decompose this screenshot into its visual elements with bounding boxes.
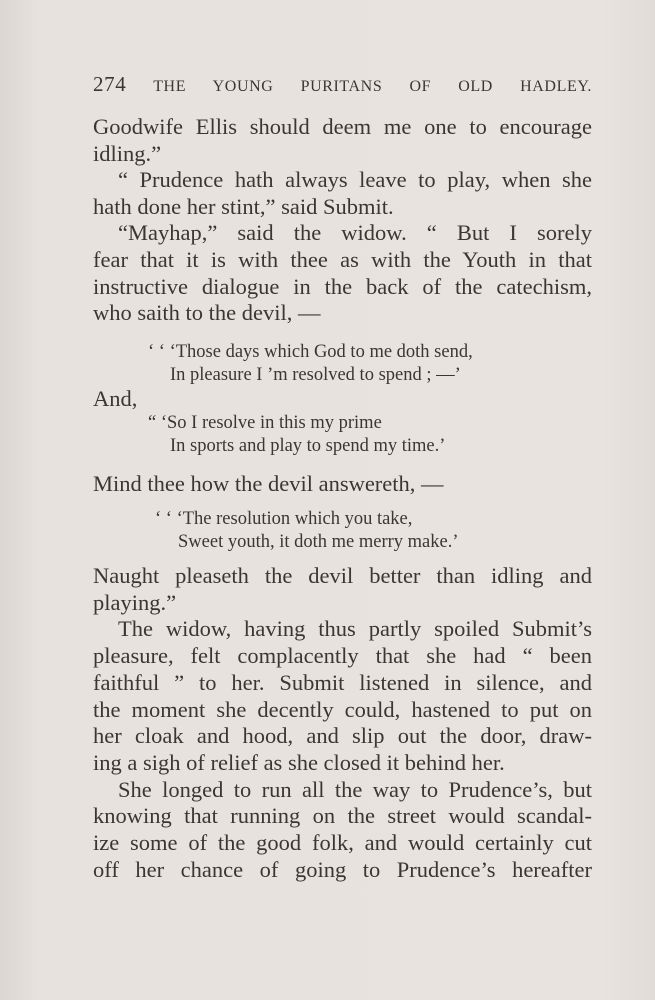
text-line: the moment she decently could, hastened to put on bbox=[93, 696, 592, 722]
text-line: playing.” bbox=[93, 589, 177, 615]
text-line: knowing that running on the street would scandal- bbox=[93, 803, 592, 829]
text-line: off her chance of going to Prudence’s hereafter bbox=[93, 856, 592, 882]
text-line: Naught pleaseth the devil better than idling and bbox=[93, 563, 592, 588]
text-line: idling.” bbox=[93, 140, 162, 166]
text-line: “Mayhap,” said the widow. “ But I sorely bbox=[118, 220, 592, 246]
text-line: ize some of the good folk, and would certainly cut bbox=[93, 830, 592, 855]
poem-line: Sweet youth, it doth me merry make.’ bbox=[178, 532, 459, 552]
running-header bbox=[93, 72, 592, 97]
text-line: who saith to the devil, — bbox=[93, 300, 321, 326]
poem-line: In pleasure I ’m resolved to spend ; —’ bbox=[170, 365, 461, 385]
text-line: fear that it is with thee as with the Youth in that bbox=[93, 247, 592, 272]
text-line: instructive dialogue in the back of the catechism, bbox=[93, 273, 592, 299]
poem-line: ‘ ‘ ‘The resolution which you take, bbox=[155, 509, 413, 529]
text-line: Goodwife Ellis should deem me one to encourage bbox=[93, 114, 592, 139]
running-title: THE YOUNG PURITANS OF OLD HADLEY. bbox=[153, 78, 593, 95]
page-number: 274 bbox=[93, 72, 127, 96]
text-line: The widow, having thus partly spoiled Submit’s bbox=[118, 616, 592, 642]
text-line: ing a sigh of relief as she closed it behind her. bbox=[93, 749, 505, 775]
text-line: Mind thee how the devil answereth, — bbox=[93, 471, 444, 496]
text-line: And, bbox=[93, 386, 138, 411]
text-line: her cloak and hood, and slip out the door, draw- bbox=[93, 723, 592, 749]
text-line: hath done her stint,” said Submit. bbox=[93, 193, 394, 219]
poem-line: “ ‘So I resolve in this my prime bbox=[148, 413, 382, 433]
text-line: faithful ” to her. Submit listened in silence, and bbox=[93, 669, 592, 695]
text-line: She longed to run all the way to Prudence’s, but bbox=[118, 776, 592, 802]
text-line: “ Prudence hath always leave to play, when she bbox=[118, 167, 592, 193]
poem-line: ‘ ‘ ‘Those days which God to me doth send, bbox=[148, 342, 473, 362]
poem-line: In sports and play to spend my time.’ bbox=[170, 436, 446, 456]
text-line: pleasure, felt complacently that she had “ been bbox=[93, 643, 592, 669]
